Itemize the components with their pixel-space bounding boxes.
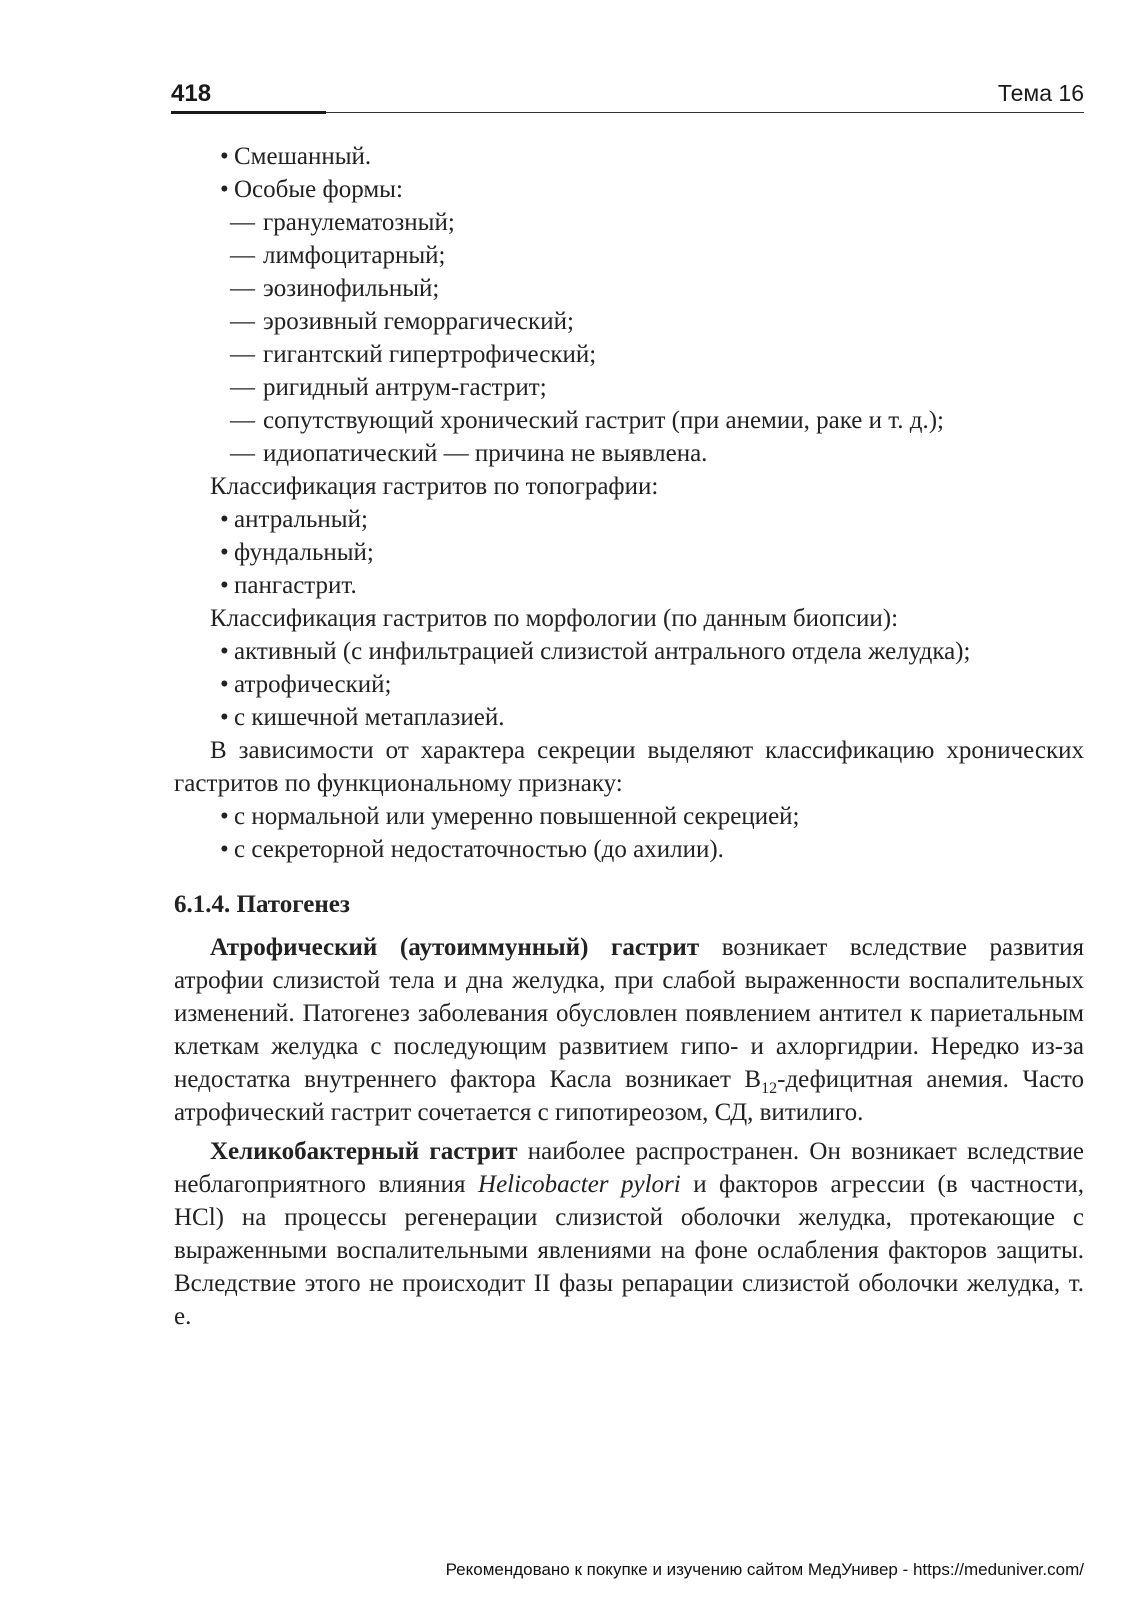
- dash-icon: —: [230, 275, 255, 302]
- list-item: • пангастрит.: [174, 569, 1084, 602]
- dash-icon: —: [230, 341, 255, 368]
- term-helicobacter: Хеликобактерный гастрит: [210, 1138, 518, 1165]
- dash-item: — эозинофильный;: [174, 272, 1084, 305]
- bullet-icon: •: [220, 143, 229, 170]
- dash-item: — лимфоцитарный;: [174, 239, 1084, 272]
- bullet-icon: •: [220, 638, 229, 665]
- list-item: • фундальный;: [174, 536, 1084, 569]
- footer-note: Рекомендовано к покупке и изучению сайтом МедУнивер - https://meduniver.com/: [445, 1560, 1084, 1579]
- dash-item: — эрозивный геморрагический;: [174, 305, 1084, 338]
- bullet-icon: •: [220, 539, 229, 566]
- bullet-icon: •: [220, 176, 229, 203]
- bullet-icon: •: [220, 572, 229, 599]
- dash-item: — идиопатический — причина не выявлена.: [174, 437, 1084, 470]
- list-item: • Особые формы:: [174, 173, 1084, 206]
- bullet-icon: •: [220, 671, 229, 698]
- term-atrophic: Атрофический (аутоиммунный) гастрит: [210, 934, 700, 961]
- dash-icon: —: [230, 440, 255, 467]
- dash-item: — ригидный антрум-гастрит;: [174, 371, 1084, 404]
- list-item: • с кишечной метаплазией.: [174, 701, 1084, 734]
- list-item: • с секреторной недостаточностью (до ахилии).: [174, 833, 1084, 866]
- dash-icon: —: [230, 242, 255, 269]
- dash-icon: —: [230, 308, 255, 335]
- list-item: • антральный;: [174, 503, 1084, 536]
- dash-icon: —: [230, 209, 255, 236]
- list-item: • атрофический;: [174, 668, 1084, 701]
- dash-icon: —: [230, 374, 255, 401]
- section-heading: 6.1.4. Патогенез: [174, 891, 350, 918]
- header-rule-accent: [171, 111, 326, 114]
- paragraph-atrophic: Атрофический (аутоиммунный) гастрит возникает вследствие развития атрофии слизистой тела и дна желудка, при слабой выраженности воспалительных изменений. Патогенез заболевания обусловлен появлением антител к париетальным клеткам желудка с последующим развитием гипо- и ахлоргидрии. Нередко из-за недостатка внутреннего фактора Касла возникает $B_{12}$-дефицитная анемия. Часто атрофический гастрит сочетается с гипотиреозом, СД, витилиго.: [174, 934, 1084, 1126]
- running-title: Тема 16: [997, 80, 1084, 106]
- bullet-icon: •: [220, 704, 229, 731]
- dash-item: — гранулематозный;: [174, 206, 1084, 239]
- paragraph-helicobacter: Хеликобактерный гастрит наиболее распространен. Он возникает вследствие неблагоприятного влияния Helicobacter pylori и факторов агрессии (в частности, HCl) на процессы регенерации слизистой оболочки желудка, протекающие с выраженными воспалительными явлениями на фоне ослабления факторов защиты. Вследствие этого не происходит II фазы репарации слизистой оболочки желудка, т. е.: [174, 1138, 1085, 1330]
- list-item: • с нормальной или умеренно повышенной секрецией;: [174, 800, 1084, 833]
- morphology-intro: Классификация гастритов по морфологии (по данным биопсии):: [210, 605, 899, 632]
- secretion-intro: В зависимости от характера секреции выделяют классификацию хронических гастритов по функциональному признаку:: [174, 737, 1084, 797]
- page-body: [174, 140, 1084, 1333]
- dash-item: — сопутствующий хронический гастрит (при анемии, раке и т. д.);: [174, 404, 1084, 437]
- topography-intro: Классификация гастритов по топографии:: [210, 473, 659, 500]
- list-item: • Смешанный.: [174, 140, 1084, 173]
- bullet-icon: •: [220, 836, 229, 863]
- dash-icon: —: [230, 407, 255, 434]
- page-number: 418: [171, 80, 212, 107]
- bullet-icon: •: [220, 506, 229, 533]
- list-item: • активный (с инфильтрацией слизистой антрального отдела желудка);: [174, 635, 1084, 668]
- subscript: 12: [761, 1080, 778, 1097]
- species-name: Helicobacter pylori: [478, 1171, 681, 1198]
- dash-item: — гигантский гипертрофический;: [174, 338, 1084, 371]
- page-header: [171, 80, 1084, 114]
- bullet-icon: •: [220, 803, 229, 830]
